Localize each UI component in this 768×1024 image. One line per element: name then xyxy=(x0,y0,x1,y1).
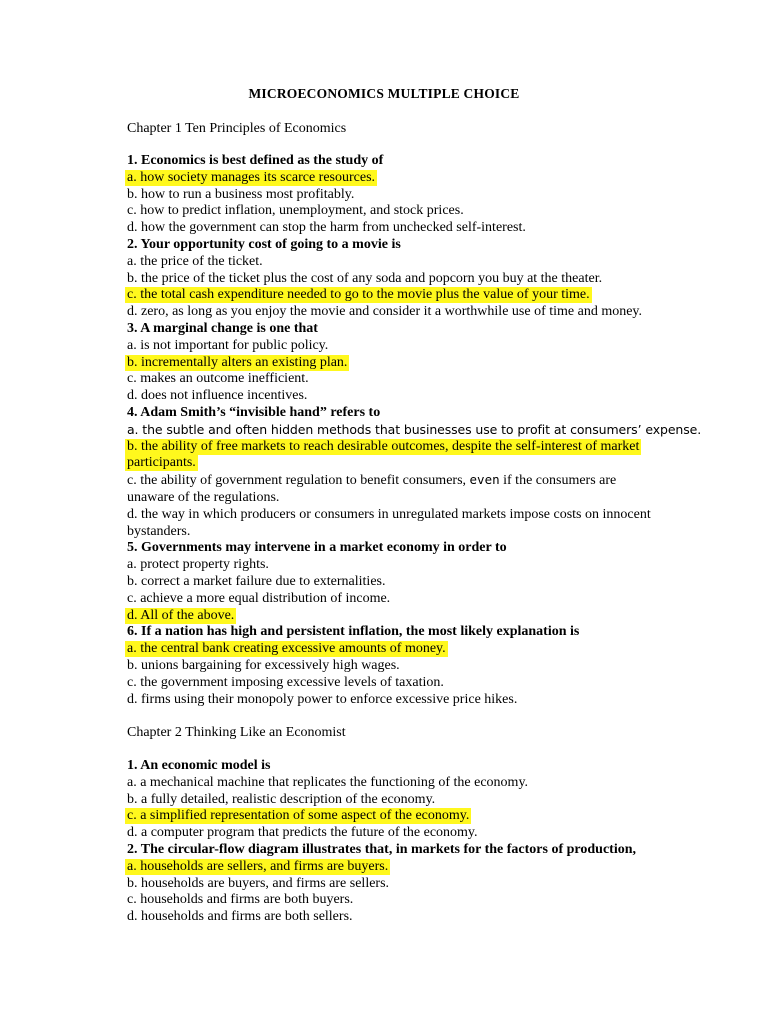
answer-option: a. the subtle and often hidden methods that businesses use to profit at consumers’ expense. xyxy=(127,421,702,437)
question xyxy=(127,321,717,405)
answer-option: b. the price of the ticket plus the cost of any soda and popcorn you buy at the theater. xyxy=(127,270,603,286)
question-stem: 4. Adam Smith’s “invisible hand” refers to xyxy=(127,404,381,420)
answer-option-highlighted: c. a simplified representation of some aspect of the economy. xyxy=(127,808,470,824)
question-stem: 5. Governments may intervene in a market economy in order to xyxy=(127,540,507,556)
question-stem: 1. An economic model is xyxy=(127,758,271,773)
answer-option-highlighted: a. the central bank creating excessive amounts of money. xyxy=(127,641,446,657)
question xyxy=(127,405,717,540)
answer-option-highlighted-continued: participants. xyxy=(127,455,196,471)
answer-option-highlighted: c. the total cash expenditure needed to go to the movie plus the value of your time. xyxy=(127,287,590,303)
answer-option: d. zero, as long as you enjoy the movie and consider it a worthwhile use of time and money. xyxy=(127,304,643,320)
answer-option: b. correct a market failure due to externalities. xyxy=(127,573,386,589)
answer-option: b. a fully detailed, realistic description of the economy. xyxy=(127,791,436,807)
answer-option-continued: bystanders. xyxy=(127,523,191,539)
question xyxy=(127,237,717,321)
answer-option-highlighted: a. how society manages its scarce resources. xyxy=(127,169,376,185)
answer-option: d. does not influence incentives. xyxy=(127,388,308,404)
answer-option: d. the way in which producers or consumers in unregulated markets impose costs on innocent xyxy=(127,506,651,522)
answer-option: d. a computer program that predicts the future of the economy. xyxy=(127,825,478,841)
question-stem: 1. Economics is best defined as the study of xyxy=(127,153,384,168)
document-title: MICROECONOMICS MULTIPLE CHOICE xyxy=(248,86,520,101)
answer-option: c. the government imposing excessive levels of taxation. xyxy=(127,674,444,690)
answer-option: a. protect property rights. xyxy=(127,557,269,573)
question-stem: 2. Your opportunity cost of going to a movie is xyxy=(127,236,401,252)
question xyxy=(127,540,717,624)
answer-option: c. achieve a more equal distribution of income. xyxy=(127,590,391,606)
answer-option: c. households and firms are both buyers. xyxy=(127,892,354,908)
question xyxy=(127,624,717,708)
question-stem: 6. If a nation has high and persistent inflation, the most likely explanation is xyxy=(127,624,580,640)
answer-option-highlighted: b. the ability of free markets to reach desirable outcomes, despite the self-interest of market xyxy=(127,438,640,454)
answer-option: b. how to run a business most profitably. xyxy=(127,186,355,202)
question-stem: 3. A marginal change is one that xyxy=(127,320,318,336)
question-stem: 2. The circular-flow diagram illustrates that, in markets for the factors of production, xyxy=(127,841,637,857)
answer-option: d. how the government can stop the harm from unchecked self-interest. xyxy=(127,220,526,236)
answer-option: c. makes an outcome inefficient. xyxy=(127,371,309,387)
answer-option: a. is not important for public policy. xyxy=(127,337,329,353)
answer-option: d. firms using their monopoly power to enforce excessive price hikes. xyxy=(127,691,518,707)
chapter-heading: Chapter 2 Thinking Like an Economist xyxy=(127,725,346,740)
chapter-heading: Chapter 1 Ten Principles of Economics xyxy=(127,121,347,136)
answer-option-highlighted: a. households are sellers, and firms are buyers. xyxy=(127,858,389,874)
chapter-2-questions xyxy=(127,758,717,926)
answer-option: a. the price of the ticket. xyxy=(127,253,263,269)
answer-option-text: c. the ability of government regulation to benefit consumers, xyxy=(127,473,470,489)
answer-option: b. households are buyers, and firms are sellers. xyxy=(127,875,390,891)
answer-option-text: even xyxy=(469,472,500,488)
answer-option-continued: unaware of the regulations. xyxy=(127,489,280,505)
answer-option xyxy=(127,472,717,490)
answer-option-highlighted: d. All of the above. xyxy=(127,607,235,623)
chapter-1-questions xyxy=(127,153,717,708)
answer-option: d. households and firms are both sellers. xyxy=(127,909,353,925)
question xyxy=(127,842,717,926)
question xyxy=(127,153,717,237)
answer-option-text: if the consumers are xyxy=(499,473,617,489)
answer-option-highlighted: b. incrementally alters an existing plan. xyxy=(127,354,348,370)
answer-option: a. a mechanical machine that replicates the functioning of the economy. xyxy=(127,774,529,790)
answer-option: c. how to predict inflation, unemployment, and stock prices. xyxy=(127,203,464,219)
answer-option: b. unions bargaining for excessively high wages. xyxy=(127,657,400,673)
question xyxy=(127,758,717,842)
